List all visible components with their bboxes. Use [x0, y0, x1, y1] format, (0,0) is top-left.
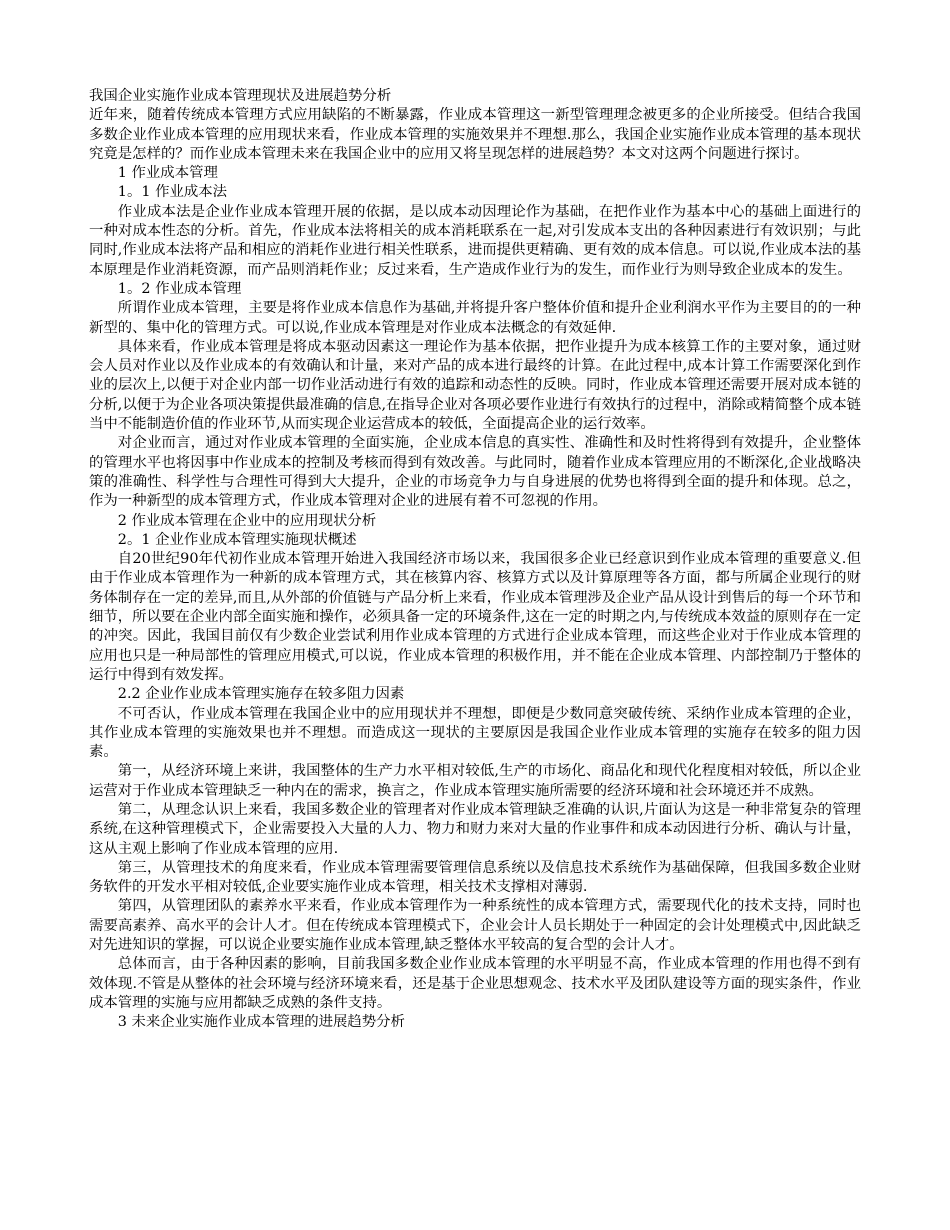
body-paragraph: 总体而言，由于各种因素的影响，目前我国多数企业作业成本管理的水平明显不高，作业成本管理的作用也得不到有效体现.不管是从整体的社会环境与经济环境来看，还是基于企业思想观念、技术水平及团队建设等方面的现实条件，作业成本管理的实施与应用都缺乏成熟的条件支持。: [89, 956, 861, 1011]
intro-paragraph: 近年来，随着传统成本管理方式应用缺陷的不断暴露，作业成本管理这一新型管理理念被更多的企业所接受。但结合我国多数企业作业成本管理的应用现状来看，作业成本管理的实施效果并不理想.那么，我国企业实施作业成本管理的基本现状究竟是怎样的？而作业成本管理未来在我国企业中的应用又将呈现怎样的进展趋势？本文对这两个问题进行探讨。: [89, 107, 861, 162]
section-heading: 3 未来企业实施作业成本管理的进展趋势分析: [117, 1014, 405, 1031]
body-paragraph: 不可否认，作业成本管理在我国企业中的应用现状并不理想，即便是少数同意突破传统、采纳作业成本管理的企业，其作业成本管理的实施效果也并不理想。而造成这一现状的主要原因是我国企业作业成本管理的实施存在较多的阻力因素。: [89, 705, 861, 761]
body-paragraph: 第二，从理念认识上来看，我国多数企业的管理者对作业成本管理缺乏准确的认识,片面认为这是一种非常复杂的管理系统,在这种管理模式下，企业需要投入大量的人力、物力和财力来对大量的作业事件和成本动因进行分析、确认与计量，这从主观上影响了作业成本管理的应用.: [89, 801, 861, 857]
section-heading: 1。1 作业成本法: [117, 184, 228, 201]
section-heading: 2。1 企业作业成本管理实施现状概述: [117, 531, 357, 548]
document-title: 我国企业实施作业成本管理现状及进展趋势分析: [89, 88, 392, 104]
body-paragraph: 第三，从管理技术的角度来看，作业成本管理需要管理信息系统以及信息技术系统作为基础保障，但我国多数企业财务软件的开发水平相对较低,企业要实施作业成本管理，相关技术支撑相对薄弱.: [89, 859, 861, 896]
body-paragraph: 所谓作业成本管理，主要是将作业成本信息作为基础,并将提升客户整体价值和提升企业利润水平作为主要目的的一种新型的、集中化的管理方式。可以说,作业成本管理是对作业成本法概念的有效延伸.: [89, 300, 861, 336]
body-paragraph: 第四，从管理团队的素养水平来看，作业成本管理作为一种系统性的成本管理方式，需要现代化的技术支持，同时也需要高素养、高水平的会计人才。但在传统成本管理模式下，企业会计人员长期处于一种固定的会计处理模式中,因此缺乏对先进知识的掌握，可以说企业要实施作业成本管理,缺乏整体水平较高的复合型的会计人才。: [89, 898, 861, 954]
section-heading: 2.2 企业作业成本管理实施存在较多阻力因素: [117, 686, 405, 703]
section-heading: 1 作业成本管理: [117, 165, 218, 182]
body-paragraph: 对企业而言，通过对作业成本管理的全面实施，企业成本信息的真实性、准确性和及时性将得到有效提升，企业整体的管理水平也将因事中作业成本的控制及考核而得到有效改善。与此同时，随着作业成本管理应用的不断深化,企业战略决策的准确性、科学性与合理性可得到大大提升，企业的市场竞争力与自身进展的优势也将得到全面的提升和体现。总之，作为一种新型的成本管理方式，作业成本管理对企业的进展有着不可忽视的作用。: [89, 435, 861, 510]
body-paragraph: 具体来看，作业成本管理是将成本驱动因素这一理论作为基本依据，把作业提升为成本核算工作的主要对象，通过财会人员对作业以及作业成本的有效确认和计量，来对产品的成本进行最终的计算。在此过程中,成本计算工作需要深化到作业的层次上,以便于对企业内部一切作业活动进行有效的追踪和动态性的反映。同时，作业成本管理还需要开展对成本链的分析,以便于为企业各项决策提供最准确的信息,在指导企业对各项必要作业进行有效执行的过程中，消除或精简整个成本链当中不能制造价值的作业环节,从而实现企业运营成本的较低，全面提高企业的运行效率。: [89, 338, 861, 433]
document-body: [89, 106, 861, 1032]
body-paragraph: 作业成本法是企业作业成本管理开展的依据，是以成本动因理论作为基础，在把作业作为基本中心的基础上面进行的一种对成本性态的分析。首先，作业成本法将相关的成本消耗联系在一起,对引发成本支出的各种因素进行有效识别；与此同时,作业成本法将产品和相应的消耗作业进行相关性联系，进而提供更精确、更有效的成本信息。可以说,作业成本法的基本原理是作业消耗资源，而产品则消耗作业；反过来看，生产造成作业行为的发生，而作业行为则导致企业成本的发生。: [89, 203, 861, 278]
body-paragraph: 自20世纪90年代初作业成本管理开始进入我国经济市场以来，我国很多企业已经意识到作业成本管理的重要意义.但由于作业成本管理作为一种新的成本管理方式，其在核算内容、核算方式以及计算原理等各方面，都与所属企业现行的财务体制存在一定的差异,而且,从外部的价值链与产品分析上来看，作业成本管理涉及企业产品从设计到售后的每一个环节和细节，所以要在企业内部全面实施和操作，必须具备一定的环境条件,这在一定的时期之内,与传统成本效益的原则存在一定的冲突。因此，我国目前仅有少数企业尝试利用作业成本管理的方式进行企业成本管理，而这些企业对于作业成本管理的应用也只是一种局部性的管理应用模式,可以说，作业成本管理的积极作用，并不能在企业成本管理、内部控制乃于整体的运行中得到有效发挥。: [89, 551, 861, 683]
body-paragraph: 第一，从经济环境上来讲，我国整体的生产力水平相对较低,生产的市场化、商品化和现代化程度相对较低，所以企业运营对于作业成本管理缺乏一种内在的需求，换言之，作业成本管理实施所需要的经济环境和社会环境还并不成熟。: [89, 763, 861, 799]
section-heading: 2 作业成本管理在企业中的应用现状分析: [117, 512, 377, 529]
document-page: [89, 87, 861, 1033]
section-heading: 1。2 作业成本管理: [117, 280, 242, 297]
